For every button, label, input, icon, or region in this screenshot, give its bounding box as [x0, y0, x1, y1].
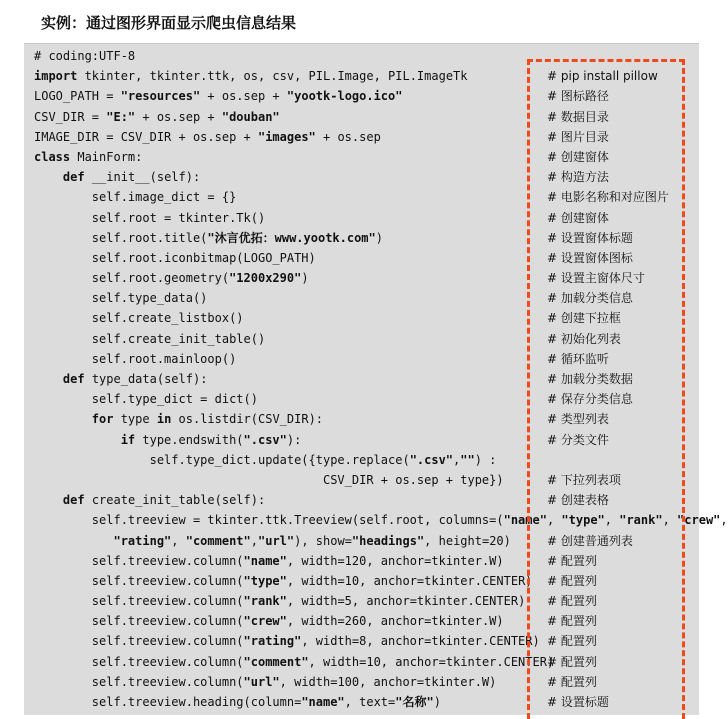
- code-line: [34, 430, 694, 450]
- code-text: def create_init_table(self):: [62, 493, 266, 508]
- code-comment: # 设置主窗体尺寸: [547, 271, 645, 286]
- code-line: [34, 510, 728, 530]
- code-text: def type_data(self):: [62, 372, 208, 386]
- code-line: [34, 692, 694, 712]
- code-comment: # 循环监听: [547, 351, 609, 366]
- code-comment: # 数据目录: [547, 109, 609, 124]
- code-text: def __init__(self):: [62, 170, 201, 185]
- code-line: [34, 167, 694, 187]
- code-line: [34, 631, 694, 651]
- code-line: [34, 248, 694, 268]
- code-line: [34, 288, 694, 308]
- code-text: self.treeview.column("url", width=100, anchor=tkinter.W): [34, 674, 497, 689]
- code-comment: # 初始化列表: [547, 331, 621, 346]
- code-text: self.treeview.heading(column="name", text="名称"): [34, 695, 441, 709]
- code-line: [34, 329, 694, 349]
- code-text: self.root.iconbitmap(LOGO_PATH): [34, 250, 316, 265]
- code-line: [34, 187, 694, 207]
- code-line: [34, 531, 694, 551]
- code-line: [34, 308, 694, 328]
- code-line: [34, 571, 694, 591]
- code-line: [34, 208, 694, 228]
- code-text: self.treeview.column("comment", width=10, anchor=tkinter.CENTER): [34, 654, 555, 669]
- page-title: 实例：通过图形界面显示爬虫信息结果: [41, 14, 297, 32]
- code-line: [34, 147, 694, 167]
- code-text: import tkinter, tkinter.ttk, os, csv, PIL.Image, PIL.ImageTk: [34, 69, 468, 84]
- code-line: [34, 652, 694, 672]
- code-line: [34, 389, 694, 409]
- code-comment: # 配置列: [547, 553, 597, 568]
- code-line: [34, 551, 694, 571]
- code-line: [34, 450, 694, 470]
- code-comment: # 创建普通列表: [547, 533, 633, 548]
- code-text: # coding:UTF-8: [34, 49, 136, 63]
- code-line: [34, 672, 694, 692]
- code-text: self.type_dict.update({type.replace(".csv","") :: [34, 452, 497, 467]
- code-line: [34, 409, 694, 429]
- code-text: for type in os.listdir(CSV_DIR):: [91, 412, 324, 427]
- code-text: CSV_DIR + os.sep + type}): [34, 472, 504, 487]
- code-comment: # 配置列: [547, 594, 597, 609]
- code-comment: # 电影名称和对应图片: [547, 190, 669, 205]
- code-text: self.create_init_table(): [34, 331, 266, 346]
- code-text: self.create_listbox(): [34, 311, 244, 326]
- code-text: self.treeview.column("rating", width=8, anchor=tkinter.CENTER): [34, 634, 540, 649]
- code-line: [34, 66, 694, 86]
- code-text: self.root.title("沐言优拓：www.yootk.com"): [34, 230, 383, 245]
- code-comment: # 创建窗体: [547, 210, 609, 225]
- code-comment: # 设置窗体图标: [547, 250, 633, 265]
- code-comment: # 加载分类数据: [547, 372, 633, 386]
- code-text: self.treeview.column("type", width=10, anchor=tkinter.CENTER): [34, 573, 533, 588]
- code-line: [34, 591, 694, 611]
- code-line: [34, 228, 694, 248]
- code-line: [34, 490, 694, 510]
- code-comment: # 类型列表: [547, 412, 609, 427]
- code-text: self.treeview = tkinter.ttk.Treeview(self.root, columns=("name", "type", "rank", "crew",: [34, 513, 728, 528]
- code-line: [34, 86, 694, 106]
- code-text: if type.endswith(".csv"):: [120, 432, 302, 447]
- code-line: [34, 127, 694, 147]
- code-text: CSV_DIR = "E:" + os.sep + "douban": [34, 109, 280, 124]
- code-line: [34, 46, 694, 66]
- code-comment: # 配置列: [547, 674, 597, 689]
- code-text: self.treeview.column("rank", width=5, anchor=tkinter.CENTER): [34, 594, 526, 609]
- code-comment: # 图片目录: [547, 129, 609, 144]
- code-text: self.image_dict = {}: [34, 190, 237, 205]
- code-line: [34, 611, 694, 631]
- code-comment: # 创建下拉框: [547, 311, 621, 326]
- code-line: [34, 369, 694, 389]
- code-text: self.type_data(): [34, 291, 208, 306]
- code-text: self.root.geometry("1200x290"): [34, 271, 309, 286]
- code-line: [34, 107, 694, 127]
- code-line: [34, 349, 694, 369]
- code-comment: # 配置列: [547, 654, 597, 669]
- code-comment: # 创建窗体: [547, 149, 609, 164]
- code-text: self.treeview.column("name", width=120, anchor=tkinter.W): [34, 553, 504, 568]
- code-comment: # 设置标题: [547, 695, 609, 709]
- code-text: self.root = tkinter.Tk(): [34, 210, 266, 225]
- code-comment: # 图标路径: [547, 89, 609, 104]
- code-comment: # 配置列: [547, 634, 597, 649]
- code-comment: # 配置列: [547, 573, 597, 588]
- code-comment: # 设置窗体标题: [547, 230, 633, 245]
- code-text: self.type_dict = dict(): [34, 392, 258, 407]
- code-comment: # pip install pillow: [547, 69, 658, 84]
- code-comment: # 加载分类信息: [547, 291, 633, 306]
- code-text: LOGO_PATH = "resources" + os.sep + "yootk-logo.ico": [34, 89, 403, 104]
- code-comment: # 保存分类信息: [547, 392, 633, 407]
- code-line: [34, 268, 694, 288]
- code-line: [34, 470, 694, 490]
- code-text: self.treeview.column("crew", width=260, anchor=tkinter.W): [34, 614, 504, 629]
- code-comment: # 构造方法: [547, 170, 609, 185]
- code-text: IMAGE_DIR = CSV_DIR + os.sep + "images" + os.sep: [34, 129, 381, 144]
- code-text: class MainForm:: [34, 149, 143, 164]
- code-comment: # 下拉列表项: [547, 472, 621, 487]
- code-block: [34, 46, 728, 712]
- code-comment: # 分类文件: [547, 432, 609, 447]
- code-text: self.root.mainloop(): [34, 351, 237, 366]
- code-text: "rating", "comment","url"), show="headings", height=20): [113, 533, 511, 548]
- code-comment: # 配置列: [547, 614, 597, 629]
- code-comment: # 创建表格: [547, 493, 609, 508]
